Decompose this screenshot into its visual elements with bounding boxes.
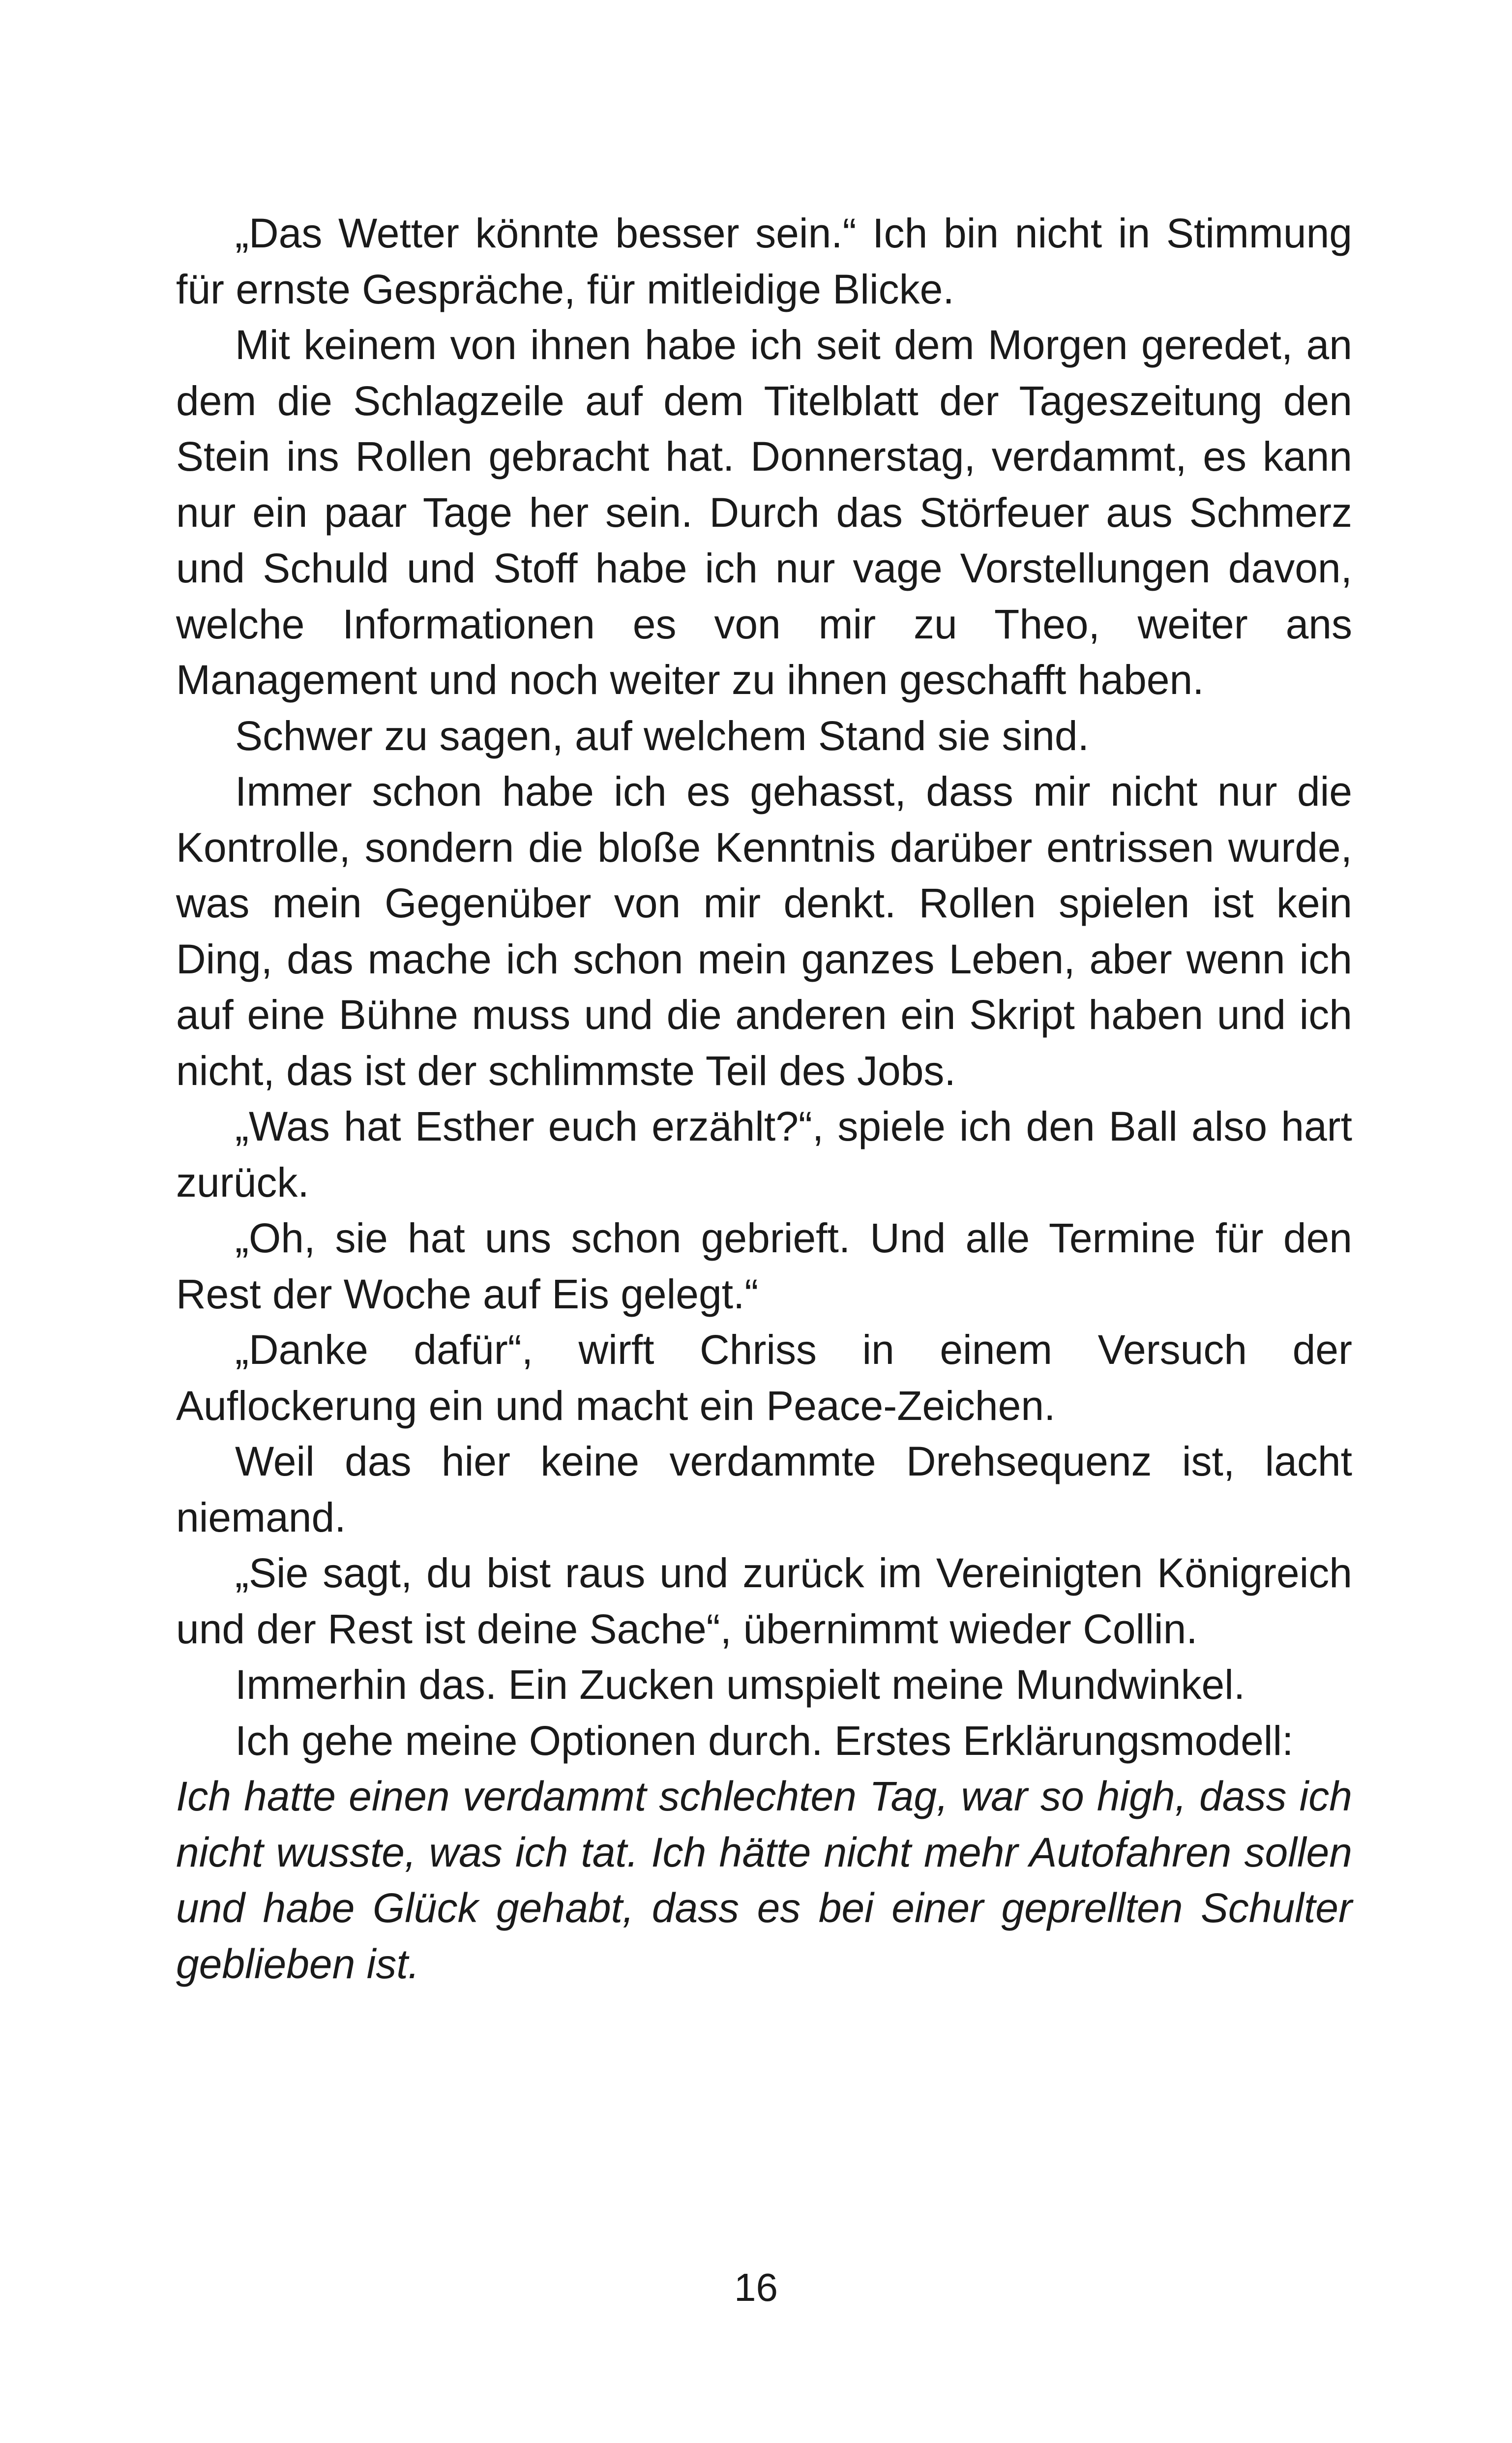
italic-passage: Ich hatte einen verdammt schlechten Tag, war so high, dass ich nicht wusste, was ich tat. Ich hätte nicht mehr Autofahren sollen und habe Glück gehabt, dass es bei einer geprellten Schulter geblieben ist. (176, 1773, 1352, 1987)
paragraph-3: Schwer zu sagen, auf welchem Stand sie sind. (235, 712, 1089, 759)
body-text (176, 206, 1352, 1992)
page-number: 16 (734, 2265, 778, 2309)
paragraph-8: Weil das hier keine verdammte Drehsequenz ist, lacht niemand. (176, 1438, 1352, 1540)
paragraph-2: Mit keinem von ihnen habe ich seit dem Morgen geredet, an dem die Schlagzeile auf dem Titelblatt der Tageszeitung den Stein ins Rollen gebracht hat. Donnerstag, verdammt, es kann nur ein paar Tage her sein. Durch das Störfeuer aus Schmerz und Schuld und Stoff habe ich nur vage Vorstellungen davon, welche Informationen es von mir zu Theo, weiter ans Management und noch weiter zu ihnen geschafft haben. (176, 322, 1352, 703)
paragraph-6: „Oh, sie hat uns schon gebrieft. Und alle Termine für den Rest der Woche auf Eis gelegt.“ (176, 1215, 1352, 1317)
paragraph-7: „Danke dafür“, wirft Chriss in einem Versuch der Auflockerung ein und macht ein Peace-Zeichen. (176, 1327, 1352, 1429)
paragraph-10: Immerhin das. Ein Zucken umspielt meine Mundwinkel. (235, 1661, 1245, 1708)
paragraph-5: „Was hat Esther euch erzählt?“, spiele ich den Ball also hart zurück. (176, 1103, 1352, 1206)
paragraph-4: Immer schon habe ich es gehasst, dass mir nicht nur die Kontrolle, sondern die bloße Kenntnis darüber entrissen wurde, was mein Gegenüber von mir denkt. Rollen spielen ist kein Ding, das mache ich schon mein ganzes Leben, aber wenn ich auf eine Bühne muss und die anderen ein Skript haben und ich nicht, das ist der schlimmste Teil des Jobs. (176, 768, 1352, 1094)
paragraph-9: „Sie sagt, du bist raus und zurück im Vereinigten Königreich und der Rest ist deine Sache“, übernimmt wieder Collin. (176, 1550, 1352, 1652)
paragraph-1: „Das Wetter könnte besser sein.“ Ich bin nicht in Stimmung für ernste Gespräche, für mitleidige Blicke. (176, 210, 1352, 312)
paragraph-11: Ich gehe meine Optionen durch. Erstes Erklärungsmodell: (235, 1717, 1294, 1764)
italic-passage-paragraph (176, 1769, 1352, 1992)
